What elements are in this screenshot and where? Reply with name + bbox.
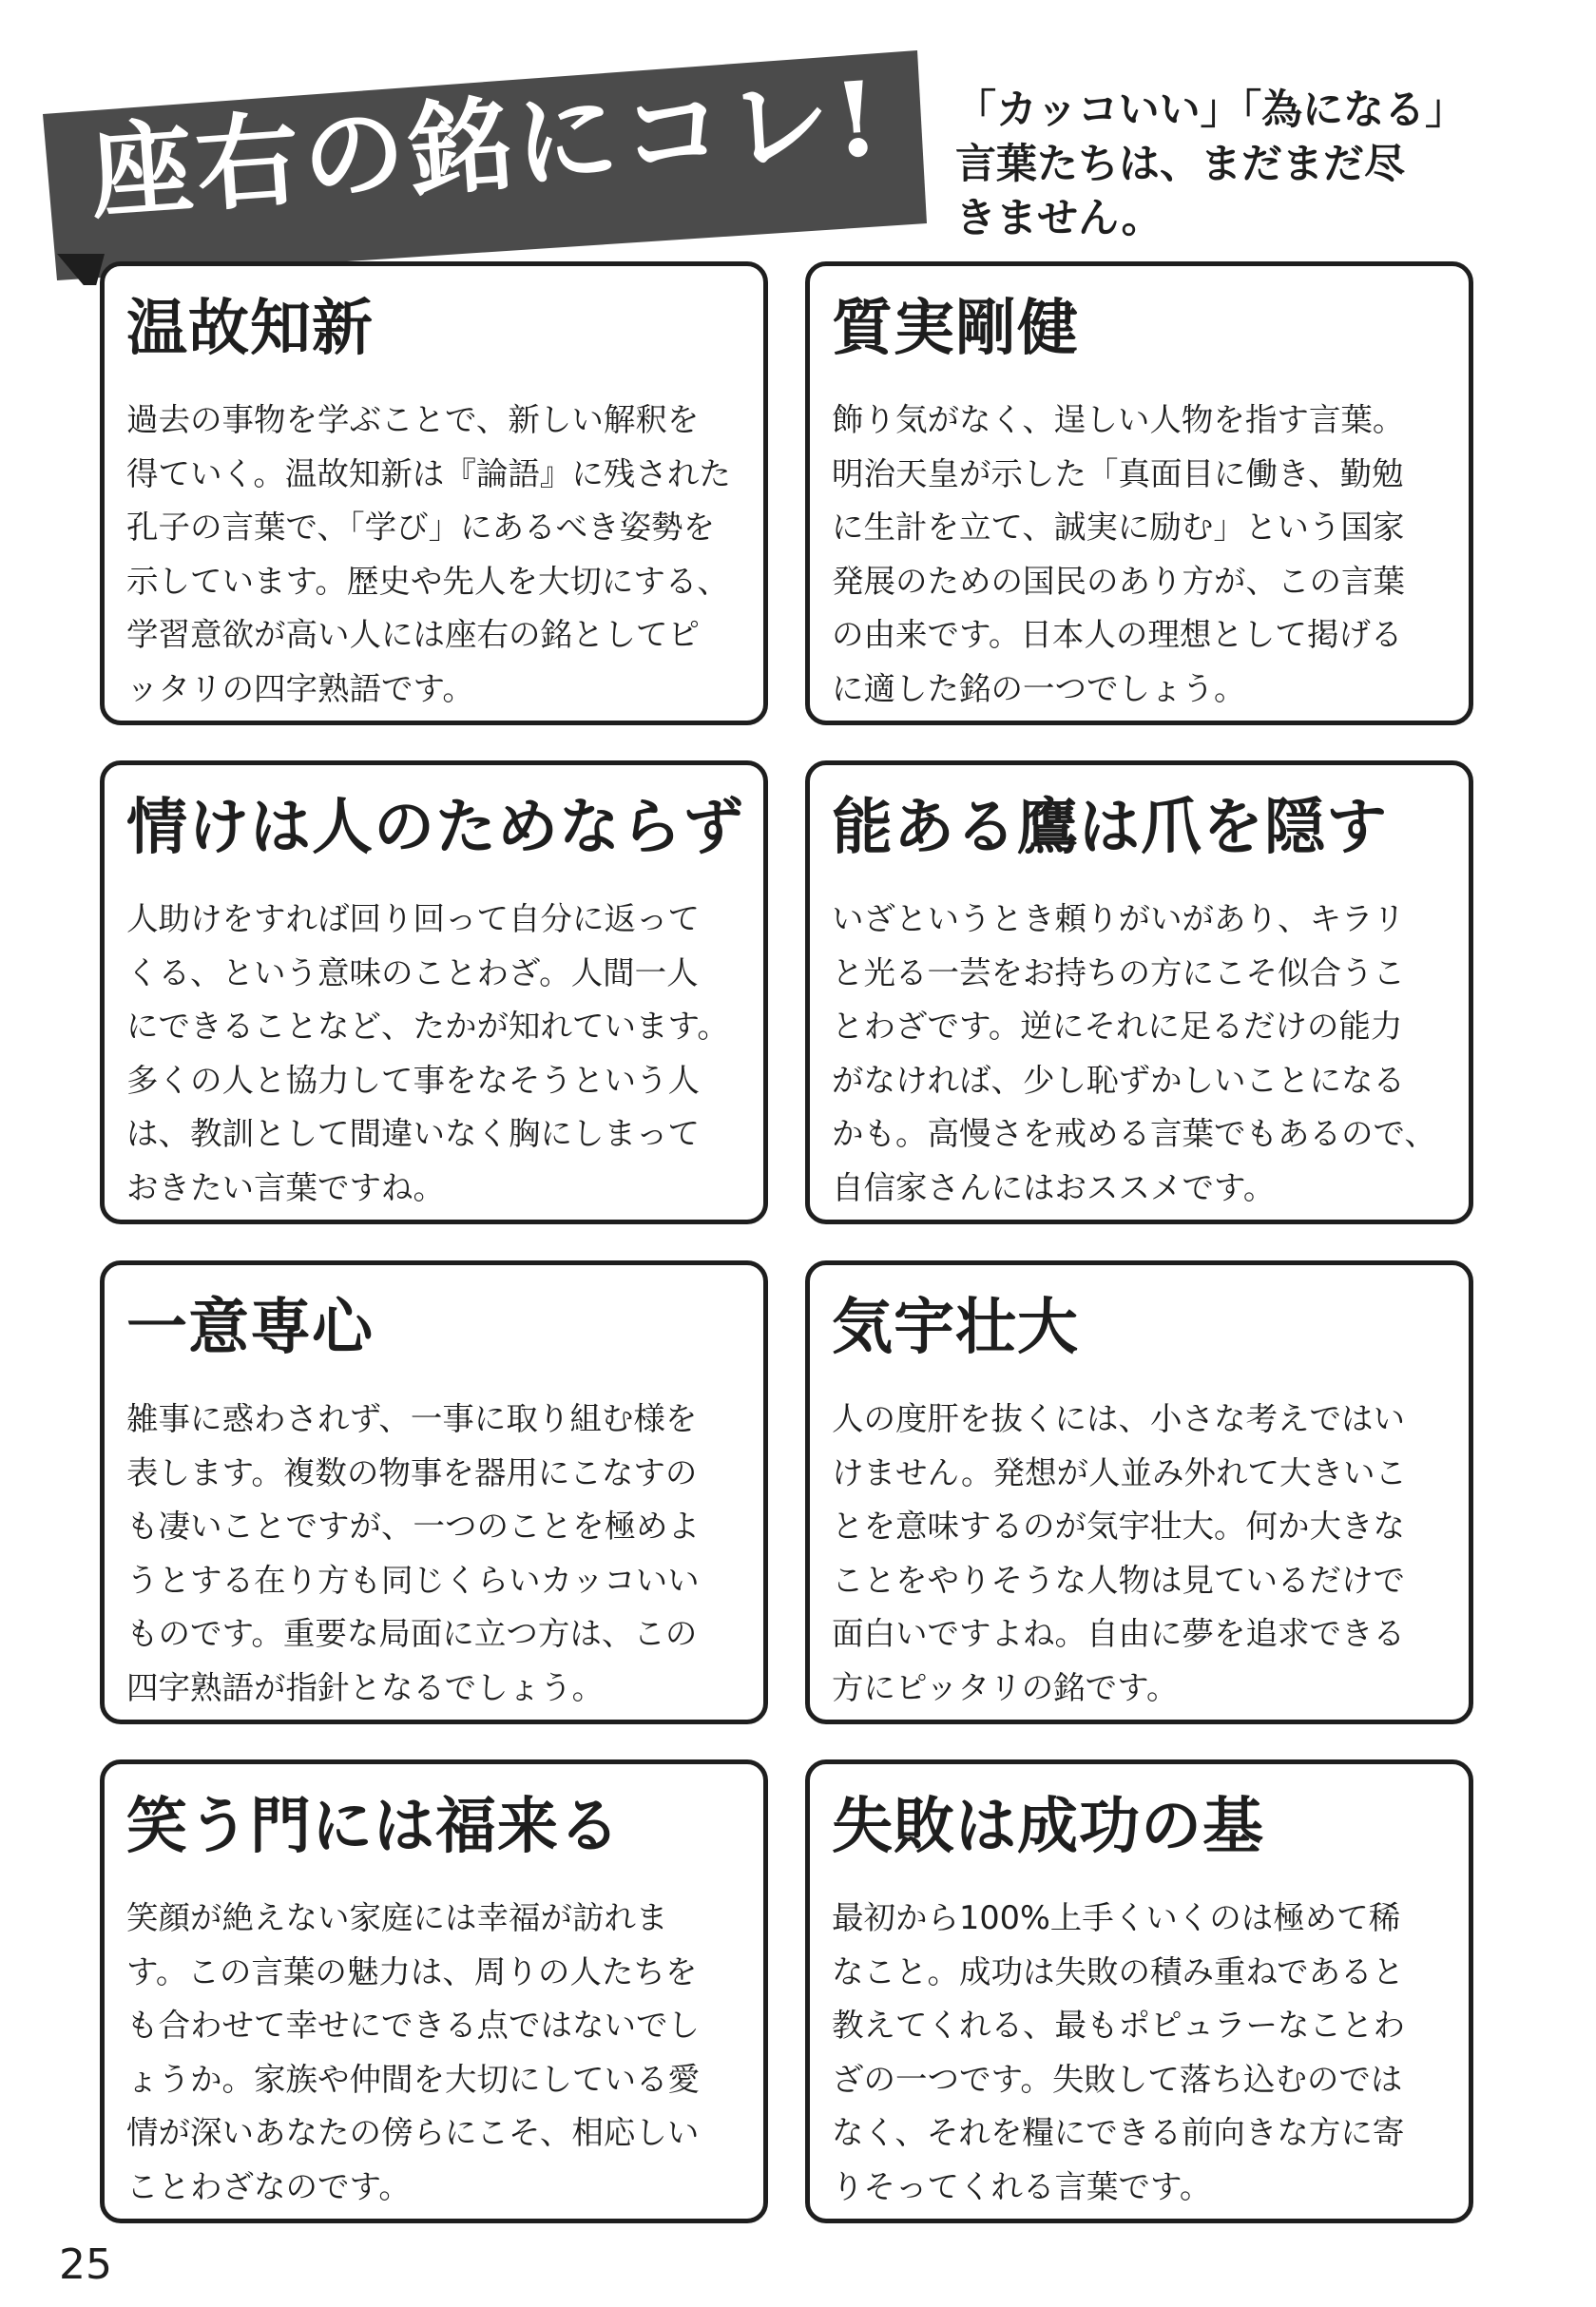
motto-card-kiu-sodai (805, 1260, 1473, 1724)
card-title: 失敗は成功の基 (832, 1791, 1264, 1862)
card-title: 温故知新 (126, 293, 374, 364)
page-number: 25 (59, 2240, 112, 2289)
body-line: うとする在り方も同じくらいカッコいい (126, 1561, 700, 1599)
body-line: も合わせて幸せにできる点ではないでし (126, 2007, 700, 2044)
page-title: 座右の銘にコレ! (86, 58, 887, 234)
body-line: ざの一つです。失敗して落ち込むのでは (832, 2060, 1403, 2098)
card-body (126, 893, 740, 1215)
body-line: も凄いことですが、一つのことを極めよ (126, 1508, 700, 1545)
body-line: 多くの人と協力して事をなそうという人 (126, 1061, 700, 1099)
body-line: 表します。複数の物事を器用にこなすの (126, 1453, 698, 1491)
body-line: 教えてくれる、最もポピュラーなことわ (832, 2007, 1405, 2044)
body-line: 示しています。歴史や先人を大切にする、 (126, 562, 729, 600)
body-line: なこと。成功は失敗の積み重ねであると (832, 1952, 1405, 1990)
intro-line: きません。 (955, 195, 1163, 242)
body-line: 笑顔が絶えない家庭には幸福が訪れま (126, 1899, 668, 1936)
body-line: 発展のための国民のあり方が、この言葉 (832, 562, 1405, 600)
body-line: 飾り気がなく、逞しい人物を指す言葉。 (832, 401, 1405, 438)
body-line: 面白いですよね。自由に夢を追求できる (832, 1615, 1405, 1652)
body-line: 自信家さんにはおススメです。 (832, 1168, 1276, 1206)
body-line: 過去の事物を学ぶことで、新しい解釈を (126, 401, 700, 438)
body-line: けません。発想が人並み外れて大きいこ (832, 1453, 1408, 1491)
body-line: ことわざなのです。 (126, 2167, 411, 2205)
card-title: 能ある鷹は爪を隠す (832, 792, 1388, 863)
motto-card-onko-chishin (100, 261, 768, 725)
body-line: 方にピッタリの銘です。 (832, 1668, 1179, 1706)
body-line: に適した銘の一つでしょう。 (832, 669, 1246, 707)
body-line: ものです。重要な局面に立つ方は、この (126, 1615, 698, 1652)
card-body (126, 1892, 740, 2214)
motto-card-ichii-senshin (100, 1260, 768, 1724)
motto-card-warau-kado (100, 1759, 768, 2223)
body-line: 四字熟語が指針となるでしょう。 (126, 1668, 605, 1706)
body-line: に生計を立て、誠実に励む」という国家 (832, 509, 1405, 546)
body-line: 得ていく。温故知新は『論語』に残された (126, 454, 731, 492)
body-line: 人助けをすれば回り回って自分に返って (126, 900, 700, 937)
body-line: なく、それを糧にできる前向きな方に寄 (832, 2114, 1405, 2151)
card-body (832, 893, 1446, 1215)
motto-card-shippai (805, 1759, 1473, 2223)
body-line: の由来です。日本人の理想として掲げる (832, 616, 1403, 653)
motto-card-taka (805, 760, 1473, 1224)
body-line: は、教訓として間違いなく胸にしまって (126, 1115, 700, 1152)
motto-card-shitsujitsu-goken (805, 261, 1473, 725)
body-line: ょうか。家族や仲間を大切にしている愛 (126, 2060, 700, 2098)
card-body (832, 394, 1446, 716)
body-line: 孔子の言葉で、「学び」にあるべき姿勢を (126, 509, 716, 546)
intro-line: 「カッコいい」「為になる」 (955, 87, 1467, 134)
body-line: がなければ、少し恥ずかしいことになる (832, 1061, 1405, 1099)
body-line: と光る一芸をお持ちの方にこそ似合うこ (832, 953, 1405, 991)
body-line: にできることなど、たかが知れています。 (126, 1008, 729, 1045)
body-line: ッタリの四字熟語です。 (126, 669, 474, 707)
card-title: 一意専心 (126, 1292, 374, 1363)
body-line: かも。高慢さを戒める言葉でもあるので、 (832, 1115, 1436, 1152)
card-title: 笑う門には福来る (126, 1791, 621, 1862)
card-body (832, 1892, 1446, 2214)
card-body (126, 1393, 740, 1715)
card-title: 情けは人のためならず (126, 792, 744, 863)
intro-line: 言葉たちは、まだまだ尽 (955, 141, 1405, 188)
card-body (126, 394, 740, 716)
motto-card-nasake (100, 760, 768, 1224)
body-line: 人の度肝を抜くには、小さな考えではい (832, 1400, 1405, 1437)
body-line: 最初から100%上手くいくのは極めて稀 (832, 1899, 1401, 1936)
card-title: 質実剛健 (832, 293, 1079, 364)
intro-text (955, 84, 1488, 246)
body-line: とを意味するのが気宇壮大。何か大きな (832, 1508, 1405, 1545)
body-line: いざというとき頼りがいがあり、キラリ (832, 900, 1405, 937)
body-line: 明治天皇が示した「真面目に働き、勤勉 (832, 454, 1404, 492)
body-line: くる、という意味のことわざ。人間一人 (126, 953, 699, 991)
header-banner (38, 48, 932, 285)
body-line: 情が深いあなたの傍らにこそ、相応しい (126, 2114, 700, 2151)
card-title: 気宇壮大 (832, 1292, 1079, 1363)
body-line: 雑事に惑わされず、一事に取り組む様を (126, 1400, 698, 1437)
body-line: りそってくれる言葉です。 (832, 2167, 1212, 2205)
body-line: ことをやりそうな人物は見ているだけで (832, 1561, 1405, 1599)
body-line: 学習意欲が高い人には座右の銘としてピ (126, 616, 700, 653)
body-line: とわざです。逆にそれに足るだけの能力 (832, 1008, 1403, 1045)
card-body (832, 1393, 1446, 1715)
body-line: す。この言葉の魅力は、周りの人たちを (126, 1952, 698, 1990)
body-line: おきたい言葉ですね。 (126, 1168, 445, 1206)
